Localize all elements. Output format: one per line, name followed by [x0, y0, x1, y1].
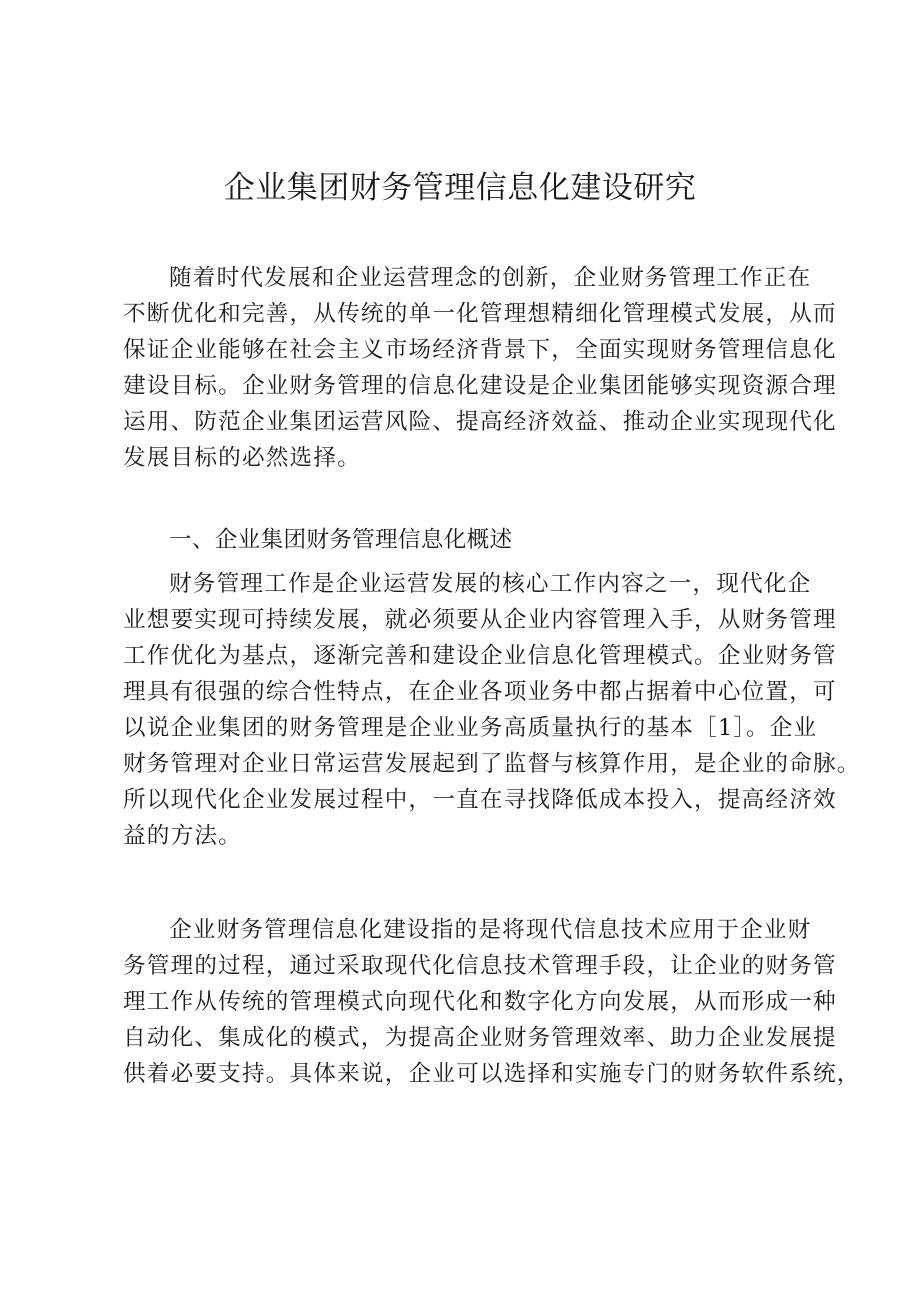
section-heading: 一、企业集团财务管理信息化概述: [169, 527, 513, 553]
paragraph-line: 理工作从传统的管理模式向现代化和数字化方向发展，从而形成一种: [123, 989, 837, 1015]
paragraph-line: 随着时代发展和企业运营理念的创新，企业财务管理工作正在: [169, 265, 812, 291]
paragraph-line: 理具有很强的综合性特点，在企业各项业务中都占据着中心位置，可: [123, 679, 837, 705]
paragraph-line: 务管理的过程，通过采取现代化信息技术管理手段，让企业的财务管: [123, 953, 837, 979]
paragraph-line: 工作优化为基点，逐渐完善和建设企业信息化管理模式。企业财务管: [123, 643, 837, 669]
paragraph-line: 财务管理工作是企业运营发展的核心工作内容之一，现代化企: [169, 571, 812, 597]
paragraph-line: 所以现代化企业发展过程中，一直在寻找降低成本投入，提高经济效: [123, 787, 837, 813]
paragraph-line: 保证企业能够在社会主义市场经济背景下，全面实现财务管理信息化: [123, 337, 837, 363]
paragraph-line: 财务管理对企业日常运营发展起到了监督与核算作用，是企业的命脉。: [123, 751, 861, 777]
paragraph-line: 自动化、集成化的模式，为提高企业财务管理效率、助力企业发展提: [123, 1025, 837, 1051]
document-title: 企业集团财务管理信息化建设研究: [223, 170, 697, 206]
paragraph-line: 企业财务管理信息化建设指的是将现代信息技术应用于企业财: [169, 917, 812, 943]
paragraph-line: 业想要实现可持续发展，就必须要从企业内容管理入手，从财务管理: [123, 607, 837, 633]
paragraph-line: 运用、防范企业集团运营风险、提高经济效益、推动企业实现现代化: [123, 409, 837, 435]
paragraph-line: 益的方法。: [123, 823, 242, 849]
paragraph-line: 建设目标。企业财务管理的信息化建设是企业集团能够实现资源合理: [123, 373, 837, 399]
section1-paragraph-2: [123, 912, 861, 1092]
paragraph-line: 供着必要支持。具体来说，企业可以选择和实施专门的财务软件系统，: [123, 1061, 861, 1087]
paragraph-line: 不断优化和完善，从传统的单一化管理想精细化管理模式发展，从而: [123, 301, 837, 327]
paragraph-line: 以说企业集团的财务管理是企业业务高质量执行的基本［1］。企业: [123, 715, 818, 741]
paragraph-line: 发展目标的必然选择。: [123, 445, 361, 471]
intro-paragraph: [123, 260, 837, 476]
section1-paragraph-1: [123, 566, 861, 854]
